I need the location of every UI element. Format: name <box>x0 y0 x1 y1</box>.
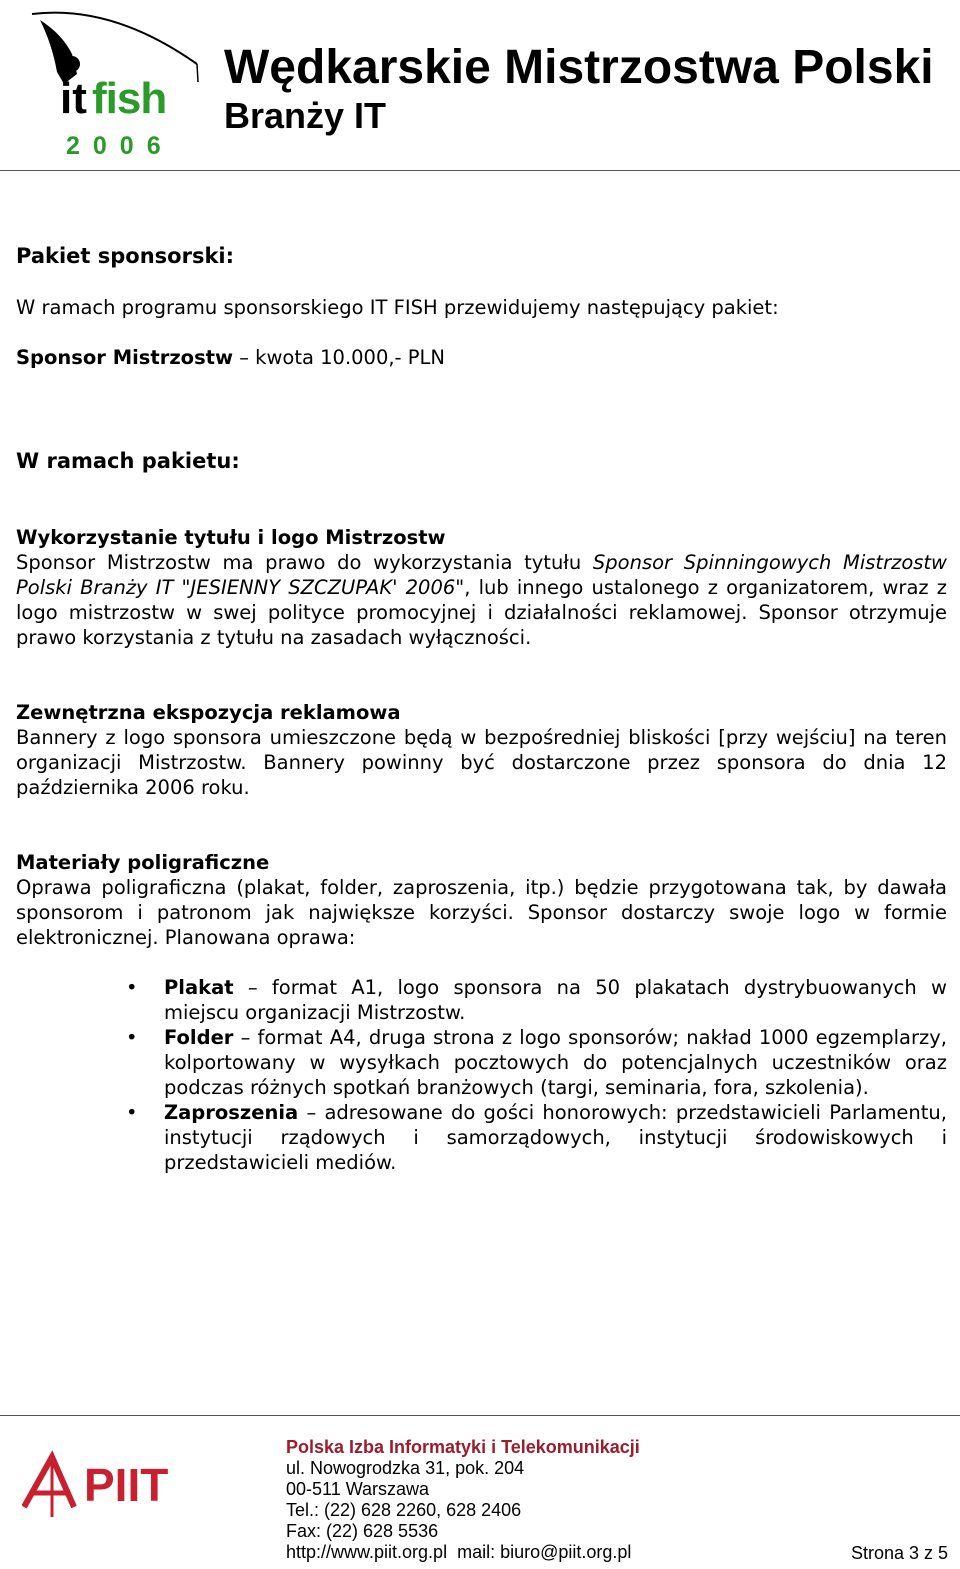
logo-fish-text: fish <box>92 74 167 123</box>
bullet-icon: • <box>126 976 138 999</box>
list-item-text: – format A1, logo sponsora na 50 plakatach dystrybuowanych w miejscu organizacji Mistrzostw. <box>164 976 947 1024</box>
s1-text-b: , lub innego ustalonego z organizatorem, wraz z logo mistrzostw w swej polityce promocyjnej i działalności reklamowej. Sponsor otrzymuje prawo korzystania z tytułu na zasadach wyłączności. <box>16 576 948 649</box>
bullet-icon: • <box>126 1026 138 1049</box>
section-title-logo: Wykorzystanie tytułu i logo Mistrzostw <box>16 526 446 549</box>
sponsor-amount: – kwota 10.000,- PLN <box>233 346 446 369</box>
section-text-logo <box>16 550 947 650</box>
list-item-label: Folder <box>164 1026 234 1049</box>
page-footer <box>0 1415 960 1569</box>
w-ramach-heading: W ramach pakietu: <box>16 449 240 473</box>
pakiet-heading: Pakiet sponsorski: <box>16 244 235 268</box>
piit-logo <box>22 1437 194 1521</box>
section-title-print: Materiały poligraficzne <box>16 851 270 874</box>
s1-text-italic: Sponsor Spinningowych Mistrzostw Polski Branży IT "JESIENNY SZCZUPAK' 2006" <box>16 551 948 599</box>
document-body <box>16 244 947 1175</box>
list-item-text: – format A4, druga strona z logo sponsorów; nakład 1000 egzemplarzy, kolportowany w wysyłkach pocztowych do potencjalnych uczestników oraz podczas różnych spotkań branżowych (targi, seminaria, fora, szkolenia). <box>164 1026 947 1099</box>
list-item-text: – adresowane do gości honorowych: przedstawicieli Parlamentu, instytucji rządowych i samorządowych, instytucji środowiskowych i przedstawicieli mediów. <box>164 1101 947 1174</box>
list-item-label: Plakat <box>164 976 234 999</box>
section-text-exposure: Bannery z logo sponsora umieszczone będą w bezpośredniej bliskości [przy wejściu] na teren organizacji Mistrzostw. Bannery powinny być dostarczone przez sponsora do dnia 12 października 2006 roku. <box>16 726 947 799</box>
header-divider <box>0 170 960 171</box>
footer-org-name: Polska Izba Informatyki i Telekomunikacji <box>286 1437 640 1457</box>
page-header <box>0 0 960 170</box>
sponsor-label: Sponsor Mistrzostw <box>16 346 234 369</box>
piit-logo-icon <box>22 1437 194 1521</box>
section-title-exposure: Zewnętrzna ekspozycja reklamowa <box>16 701 401 724</box>
footer-city: 00-511 Warszawa <box>286 1479 430 1499</box>
logo-it-text: it <box>60 74 87 123</box>
footer-tel: Tel.: (22) 628 2260, 628 2406 <box>286 1500 522 1520</box>
footer-fax: Fax: (22) 628 5536 <box>286 1521 439 1541</box>
list-item <box>126 975 947 1025</box>
page-subtitle: Branży IT <box>224 95 387 136</box>
list-item-label: Zaproszenia <box>164 1101 299 1124</box>
intro-text: W ramach programu sponsorskiego IT FISH przewidujemy następujący pakiet: <box>16 296 779 319</box>
footer-web-mail[interactable]: http://www.piit.org.pl mail: biuro@piit.org.pl <box>286 1542 632 1562</box>
piit-logo-text: PIIT <box>84 1459 169 1511</box>
page-title: Wędkarskie Mistrzostwa Polski <box>224 41 934 94</box>
page-number: Strona 3 z 5 <box>850 1543 948 1563</box>
footer-contact <box>286 1437 640 1563</box>
sponsor-line <box>16 345 947 370</box>
bullet-icon: • <box>126 1101 138 1124</box>
list-item <box>126 1025 947 1100</box>
list-item <box>126 1100 947 1175</box>
logo-year: 2006 <box>66 132 174 160</box>
section-text-print: Oprawa poligraficzna (plakat, folder, zaproszenia, itp.) będzie przygotowana tak, by dawała sponsorom i patronom jak największe korzyści. Sponsor dostarczy swoje logo w formie elektronicznej. Planowana oprawa: <box>16 876 947 949</box>
footer-street: ul. Nowogrodzka 31, pok. 204 <box>286 1458 525 1478</box>
print-materials-list <box>16 975 947 1175</box>
it-fish-logo <box>22 4 212 164</box>
s1-text-a: Sponsor Mistrzostw ma prawo do wykorzystania tytułu <box>16 551 593 574</box>
